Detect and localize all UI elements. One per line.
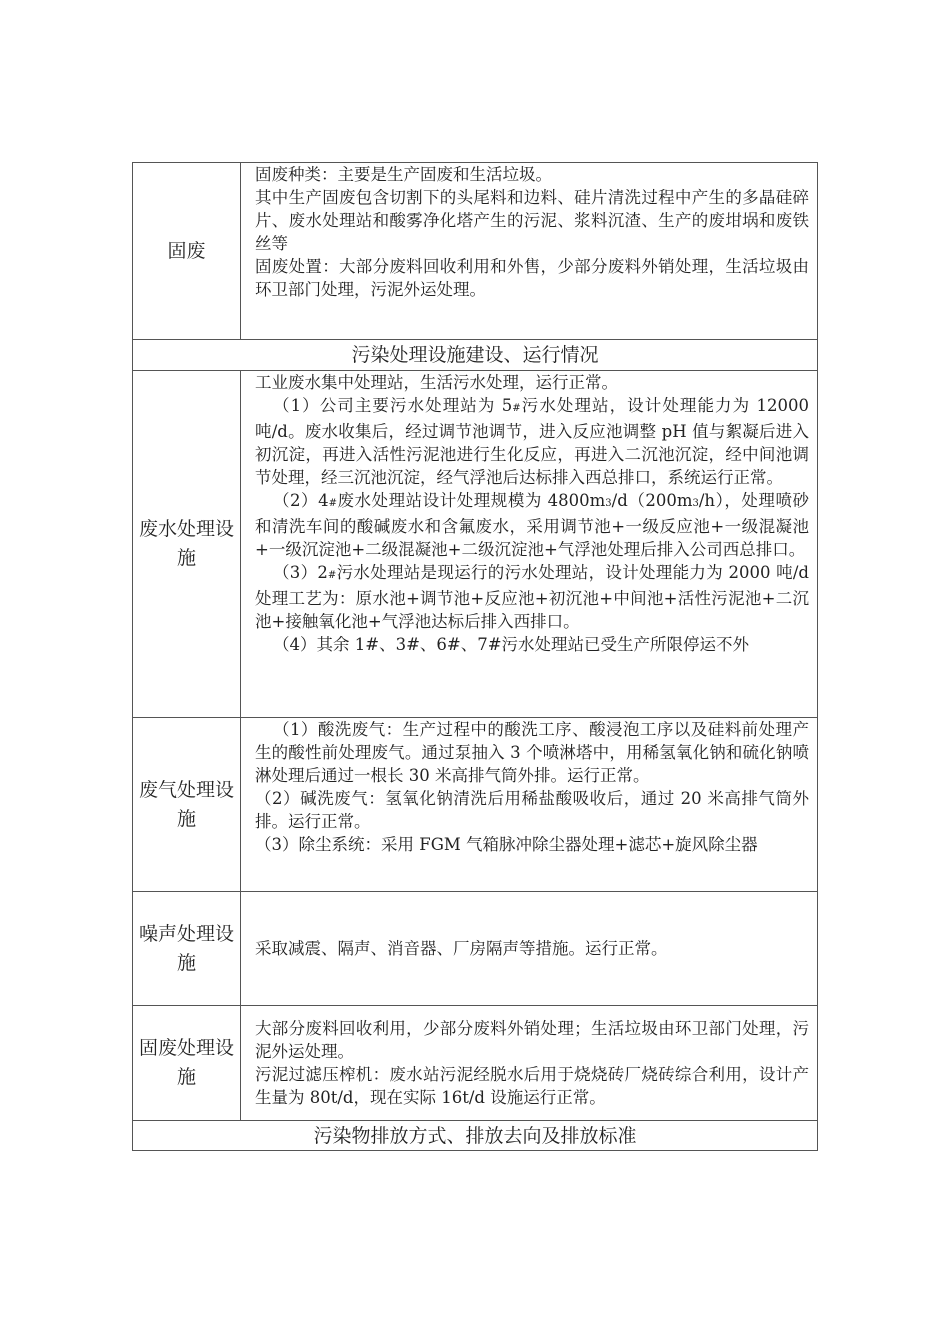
waste-gas-item-3: （3）除尘系统：采用 FGM 气箱脉冲除尘器处理+滤芯+旋风除尘器 <box>255 835 758 854</box>
row-label-solid-facility <box>133 1006 241 1120</box>
text-sub: # <box>512 403 521 414</box>
label-text: 固废处理设施 <box>138 1037 234 1088</box>
text: 污水处理站是现运行的污水处理站，设计处理能力为 2000 吨/d 处理工艺为：原水池+调节池+反应池+初沉池+中间池+活性污泥池+二沉池+接触氧化池+气浮池达标后排入西排口。 <box>255 563 809 631</box>
solid-facility-content <box>241 1006 817 1120</box>
text-sub: 3 <box>692 498 699 509</box>
row-solid-waste <box>133 163 817 339</box>
text: 污水处理站，设计处理能力为 12000 吨/d。废水收集后，经过调节池调节，进入反应池调整 pH 值与絮凝后进入初沉淀，再进入活性污泥池进行生化反应，再进入二沉池沉淀，经中间池调节处理，经三沉池沉淀，经气浮池后达标排入西总排口，系统运行正常。 <box>255 396 810 487</box>
section-header-facilities <box>133 339 817 370</box>
text-sub: # <box>327 570 337 581</box>
label-text: 固废 <box>167 239 206 262</box>
solid-waste-line-2: 其中生产固废包含切割下的头尾料和边料、硅片清洗过程中产生的多晶硅碎片、废水处理站和酸雾净化塔产生的污泥、浆料沉渣、生产的废坩埚和废铁丝等 <box>255 188 809 253</box>
row-waste-gas <box>133 717 817 891</box>
section-title-facilities: 污染处理设施建设、运行情况 <box>351 344 599 366</box>
row-label-solid-waste <box>133 163 241 339</box>
wastewater-intro: 工业废水集中处理站，生活污水处理，运行正常。 <box>255 373 618 392</box>
wastewater-item-2 <box>255 489 809 561</box>
waste-gas-item-2: （2）碱洗废气：氢氧化钠清洗后用稀盐酸吸收后，通过 20 米高排气筒外排。运行正常。 <box>255 789 809 831</box>
label-text: 废气处理设施 <box>138 778 234 830</box>
waste-gas-content <box>241 718 817 891</box>
report-table <box>132 162 818 1151</box>
text: 废水处理站设计处理规模为 4800m <box>336 491 606 510</box>
row-label-waste-gas <box>133 718 241 891</box>
row-wastewater <box>133 370 817 717</box>
text-sub: # <box>328 498 337 509</box>
section-title-discharge: 污染物排放方式、排放去向及排放标准 <box>313 1124 637 1147</box>
row-label-noise <box>133 892 241 1005</box>
text: （3）2 <box>273 563 328 582</box>
wastewater-item-4: （4）其余 1#、3#、6#、7#污水处理站已受生产所限停运不外 <box>273 635 750 654</box>
wastewater-item-3 <box>255 561 809 633</box>
wastewater-item-1 <box>255 394 809 489</box>
text: （2）4 <box>273 491 329 510</box>
waste-gas-item-1: （1）酸洗废气：生产过程中的酸洗工序、酸浸泡工序以及硅料前处理产生的酸性前处理废气。通过泵抽入 3 个喷淋塔中，用稀氢氧化钠和硫化钠喷淋处理后通过一根长 30 米高排气筒外排。运行正常。 <box>255 720 809 785</box>
label-text: 噪声处理设施 <box>138 922 234 974</box>
section-header-discharge <box>133 1120 817 1150</box>
wastewater-content <box>241 371 817 717</box>
text: /d（200m <box>611 491 693 510</box>
text-sub: 3 <box>605 498 612 509</box>
row-solid-facility <box>133 1005 817 1120</box>
text: /h），处理喷砂和清洗车间的酸碱废水和含氟废水，采用调节池+一级反应池+一级混凝池+一级沉淀池+二级混凝池+二级沉淀池+气浮池处理后排入公司西总排口。 <box>255 491 809 559</box>
label-text: 废水处理设施 <box>138 518 234 569</box>
text: （1）公司主要污水处理站为 5 <box>273 396 513 415</box>
solid-waste-line-3: 固废处置：大部分废料回收利用和外售，少部分废料外销处理，生活垃圾由环卫部门处理，污泥外运处理。 <box>255 257 809 299</box>
solid-waste-line-1: 固废种类：主要是生产固废和生活垃圾。 <box>255 165 552 184</box>
noise-text: 采取减震、隔声、消音器、厂房隔声等措施。运行正常。 <box>255 939 668 958</box>
solid-waste-content <box>241 163 817 339</box>
row-label-wastewater <box>133 371 241 717</box>
solid-facility-item-2: 污泥过滤压榨机：废水站污泥经脱水后用于烧烧砖厂烧砖综合利用，设计产生量为 80t/d，现在实际 16t/d 设施运行正常。 <box>255 1065 809 1107</box>
solid-facility-item-1: 大部分废料回收利用，少部分废料外销处理；生活垃圾由环卫部门处理，污泥外运处理。 <box>255 1019 809 1061</box>
noise-content <box>241 892 817 1005</box>
row-noise <box>133 891 817 1005</box>
